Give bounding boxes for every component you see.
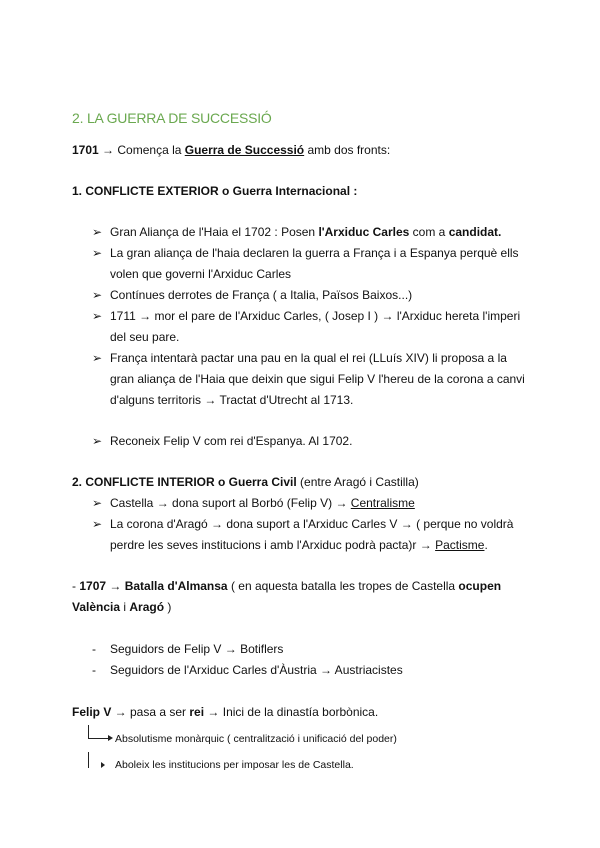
section1-item-2-line-2: volen que governi l'Arxiduc Carles: [110, 267, 292, 281]
section1-bullet-2: [92, 246, 102, 260]
connector-horizontal-1: [88, 738, 110, 739]
felip-line: Felip V → pasa a ser rei → Inici de la dinastía borbònica.: [72, 705, 379, 719]
section1-item-5-line-1: França intentarà pactar una pau en la qual el rei (LLuís XIV) li proposa a la: [110, 351, 507, 365]
intro-year: 1701: [72, 143, 99, 157]
intro-line: [72, 143, 390, 157]
section2-item-2-line-1: La corona d'Aragó → dona suport a l'Arxiduc Carles V → ( perque no voldrà: [110, 517, 514, 531]
intro-arrow: →: [102, 143, 115, 157]
section1-bullet-4: [92, 309, 102, 323]
section2-bullet-1: [92, 496, 102, 510]
felip-sub-2: Aboleix les institucions per imposar les de Castella.: [115, 759, 354, 771]
followers-dash-1: -: [92, 642, 96, 656]
bullet-arrow-icon: ➢: [92, 309, 103, 323]
section2-heading: 2. CONFLICTE INTERIOR o Guerra Civil (entre Aragó i Castilla): [72, 475, 419, 489]
section1-item-5-line-2: gran aliança de l'Haia que deixin que sigui Felip V l'hereu de la corona a canvi: [110, 372, 525, 386]
followers-item-1: Seguidors de Felip V → Botiflers: [110, 642, 284, 656]
section1-bullet-3: [92, 288, 102, 302]
section-title: 2. LA GUERRA DE SUCCESSIÓ: [72, 110, 272, 126]
intro-text-before: Comença la: [114, 143, 185, 157]
section2-bullet-2: [92, 517, 102, 531]
section1-item-4-line-2: del seu pare.: [110, 330, 180, 344]
section1-item-2-line-1: La gran aliança de l'haia declaren la guerra a França i a Espanya perquè ells: [110, 246, 519, 260]
followers-dash-2: -: [92, 663, 96, 677]
almansa-line-2: València i Aragó ): [72, 600, 172, 614]
bullet-arrow-icon: ➢: [92, 288, 103, 302]
intro-war-name: Guerra de Successió: [184, 143, 305, 157]
section1-bullet-6: [92, 434, 102, 448]
felip-sub-1: Absolutisme monàrquic ( centralització i unificació del poder): [115, 733, 397, 745]
followers-item-2: Seguidors de l'Arxiduc Carles d'Àustria → Austriacistes: [110, 663, 403, 677]
connector-arrow-icon-2: [101, 762, 105, 768]
bullet-arrow-icon: ➢: [92, 225, 103, 239]
almansa-line-1: - 1707 → Batalla d'Almansa ( en aquesta batalla les tropes de Castella ocupen: [72, 579, 502, 593]
section1-item-1: Gran Aliança de l'Haia el 1702 : Posen l'Arxiduc Carles com a candidat.: [110, 225, 502, 239]
section2-item-2-line-2: perdre les seves institucions i amb l'Arxiduc podrà pacta)r → Pactisme.: [110, 538, 488, 552]
bullet-arrow-icon: ➢: [92, 434, 103, 448]
connector-vertical-2: [88, 752, 89, 768]
section1-heading: 1. CONFLICTE EXTERIOR o Guerra Internacional :: [72, 184, 358, 198]
section1-item-4-line-1: 1711 → mor el pare de l'Arxiduc Carles, ( Josep I ) → l'Arxiduc hereta l'imperi: [110, 309, 521, 323]
section1-bullet-1: [92, 225, 102, 239]
bullet-arrow-icon: ➢: [92, 351, 103, 365]
section1-item-6: Reconeix Felip V com rei d'Espanya. Al 1702.: [110, 434, 353, 448]
bullet-arrow-icon: ➢: [92, 517, 103, 531]
section1-item-3: Contínues derrotes de França ( a Italia, Països Baixos...): [110, 288, 413, 302]
section1-bullet-5: [92, 351, 102, 365]
section1-item-5-line-3: d'alguns territoris → Tractat d'Utrecht al 1713.: [110, 393, 354, 407]
intro-text-after: amb dos fronts:: [304, 143, 391, 157]
connector-arrow-icon: [108, 735, 113, 741]
connector-vertical-1: [88, 725, 89, 738]
bullet-arrow-icon: ➢: [92, 246, 103, 260]
bullet-arrow-icon: ➢: [92, 496, 103, 510]
section2-item-1: Castella → dona suport al Borbó (Felip V) → Centralisme: [110, 496, 415, 510]
